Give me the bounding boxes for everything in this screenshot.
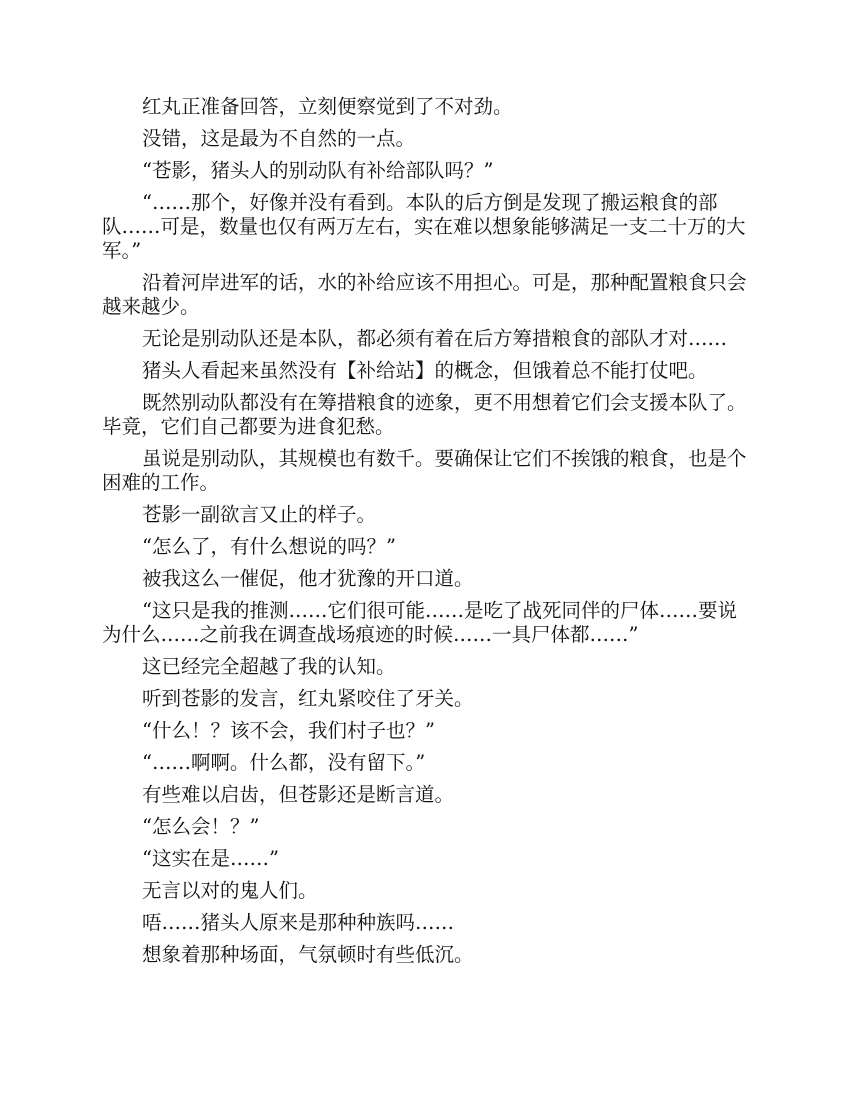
paragraph: 没错，这是最为不自然的一点。	[142, 127, 416, 150]
paragraph: 听到苍影的发言，红丸紧咬住了牙关。	[142, 687, 474, 710]
paragraph: “怎么会！？”	[142, 815, 260, 838]
paragraph: “苍影，猪头人的别动队有补给部队吗？”	[142, 159, 494, 182]
paragraph: “什么！？该不会，我们村子也？”	[142, 719, 435, 742]
paragraph: “怎么了，有什么想说的吗？”	[142, 535, 396, 558]
paragraph: 既然别动队都没有在筹措粮食的迹象，更不用想着它们会支援本队了。毕竟，它们自己都要为进食犯愁。	[102, 391, 747, 438]
body-text	[102, 95, 748, 975]
paragraph: 这已经完全超越了我的认知。	[142, 655, 396, 678]
paragraph: 苍影一副欲言又止的样子。	[142, 503, 377, 526]
paragraph: 想象着那种场面，气氛顿时有些低沉。	[142, 943, 474, 966]
paragraph: “这只是我的推测……它们很可能……是吃了战死同伴的尸体……要说为什么……之前我在调查战场痕迹的时候……一具尸体都……”	[102, 599, 737, 646]
paragraph: “这实在是……”	[142, 847, 279, 870]
paragraph: “……啊啊。什么都，没有留下。”	[142, 751, 426, 774]
paragraph: 无论是别动队还是本队，都必须有着在后方筹措粮食的部队才对……	[142, 327, 728, 350]
paragraph: 红丸正准备回答，立刻便察觉到了不对劲。	[142, 95, 513, 118]
paragraph: 无言以对的鬼人们。	[142, 879, 318, 902]
paragraph: 唔……猪头人原来是那种种族吗……	[142, 911, 455, 934]
paragraph: 虽说是别动队，其规模也有数千。要确保让它们不挨饿的粮食，也是个困难的工作。	[102, 447, 747, 494]
paragraph: 有些难以启齿，但苍影还是断言道。	[142, 783, 455, 806]
paragraph: 被我这么一催促，他才犹豫的开口道。	[142, 567, 474, 590]
paragraph: 沿着河岸进军的话，水的补给应该不用担心。可是，那种配置粮食只会越来越少。	[102, 271, 747, 318]
paragraph: 猪头人看起来虽然没有【补给站】的概念，但饿着总不能打仗吧。	[142, 359, 708, 382]
paragraph: “……那个，好像并没有看到。本队的后方倒是发现了搬运粮食的部队……可是，数量也仅有两万左右，实在难以想象能够满足一支二十万的大军。”	[102, 191, 746, 262]
